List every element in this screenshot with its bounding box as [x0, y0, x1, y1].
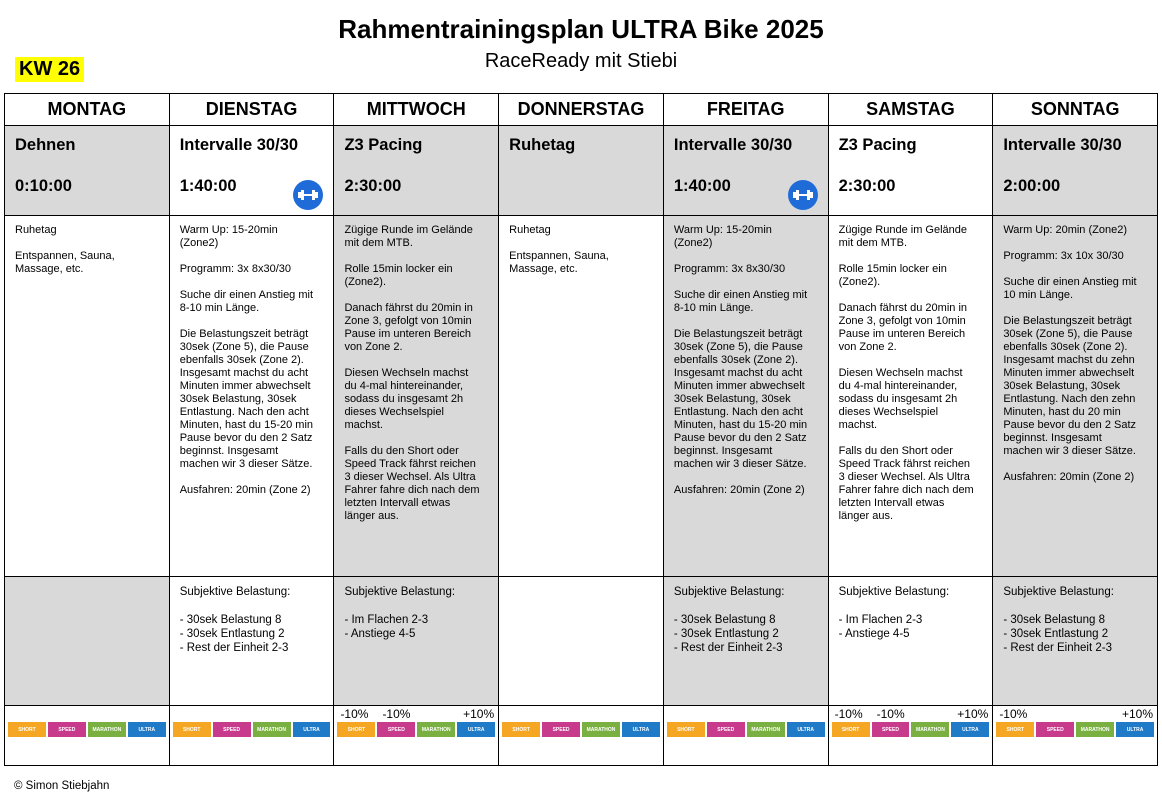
training-plan-grid [4, 93, 1158, 766]
dumbbell-icon [293, 180, 323, 210]
track-footer [5, 706, 169, 765]
chip-short: SHORT [8, 722, 46, 737]
chip-short: SHORT [502, 722, 540, 737]
workout-description: Ruhetag Entspannen, Sauna, Massage, etc. [5, 216, 169, 577]
chip-speed: SPEED [1036, 722, 1074, 737]
workout-description: Zügige Runde im Gelände mit dem MTB. Rolle 15min locker ein (Zone2). Danach fährst du 20min in Zone 3, gefolgt von 10min Pause im unteren Bereich von Zone 2. Diesen Wechseln machst du 4-mal hintereinander, sodass du insgesamt 2h dieses Wechselspiel machst. Falls du den Short oder Speed Track fährst reichen 3 dieser Wechsel. Als Ultra Fahrer fahre dich nach dem letzten Intervall etwas länger aus. [829, 216, 993, 577]
page-title: Rahmentrainingsplan ULTRA Bike 2025 [338, 14, 824, 44]
chip-ultra: ULTRA [951, 722, 989, 737]
chip-speed: SPEED [377, 722, 415, 737]
workout-duration: 2:30:00 [838, 177, 896, 195]
chip-ultra: ULTRA [293, 722, 331, 737]
chip-ultra: ULTRA [1116, 722, 1154, 737]
workout-cell [664, 126, 828, 216]
chip-marathon: MARATHON [582, 722, 620, 737]
day-header: DIENSTAG [170, 94, 334, 126]
chip-marathon: MARATHON [417, 722, 455, 737]
workout-cell [499, 126, 663, 216]
workout-name: Z3 Pacing [344, 136, 423, 154]
track-footer [993, 706, 1157, 765]
day-column-sonntag [993, 94, 1157, 765]
day-column-samstag [829, 94, 994, 765]
workout-description: Warm Up: 15-20min (Zone2) Programm: 3x 8x30/30 Suche dir einen Anstieg mit 8-10 min Länge. Die Belastungszeit beträgt 30sek (Zone 5), die Pause ebenfalls 30sek (Zone 2). Insgesamt machst du acht Minuten immer abwechselt 30sek Belastung, 30sek Entlastung. Nach den acht Minuten, hast du 15-20 min Pause bevor du den 2 Satz beginnst. Insgesamt machen wir 3 dieser Sätze. Ausfahren: 20min (Zone 2) [664, 216, 828, 577]
workout-name: Intervalle 30/30 [1003, 136, 1122, 154]
day-column-mittwoch [334, 94, 499, 765]
day-column-freitag [664, 94, 829, 765]
workout-duration: 1:40:00 [673, 177, 731, 195]
workout-cell [5, 126, 169, 216]
subjective-load [499, 577, 663, 706]
percent-short: -10% [834, 707, 863, 721]
subjective-load: Subjektive Belastung: - 30sek Belastung 8 - 30sek Entlastung 2 - Rest der Einheit 2-3 [170, 577, 334, 706]
workout-name: Intervalle 30/30 [179, 136, 299, 154]
workout-description: Zügige Runde im Gelände mit dem MTB. Rolle 15min locker ein (Zone2). Danach fährst du 20min in Zone 3, gefolgt von 10min Pause im unteren Bereich von Zone 2. Diesen Wechseln machst du 4-mal hintereinander, sodass du insgesamt 2h dieses Wechselspiel machst. Falls du den Short oder Speed Track fährst reichen 3 dieser Wechsel. Als Ultra Fahrer fahre dich nach dem letzten Intervall etwas länger aus. [334, 216, 498, 577]
day-header: MITTWOCH [334, 94, 498, 126]
track-chips [667, 722, 825, 737]
workout-name: Intervalle 30/30 [673, 136, 793, 154]
track-chips [337, 722, 495, 737]
chip-short: SHORT [832, 722, 870, 737]
subjective-load: Subjektive Belastung: - 30sek Belastung 8 - 30sek Entlastung 2 - Rest der Einheit 2-3 [993, 577, 1157, 706]
day-column-montag [5, 94, 170, 765]
track-footer [334, 706, 498, 765]
chip-ultra: ULTRA [787, 722, 825, 737]
page-subtitle: RaceReady mit Stiebi [484, 50, 678, 72]
track-chips [8, 722, 166, 737]
day-header: SAMSTAG [829, 94, 993, 126]
workout-name: Z3 Pacing [838, 136, 917, 154]
workout-name: Dehnen [15, 136, 76, 154]
workout-duration: 2:00:00 [1003, 177, 1061, 195]
chip-marathon: MARATHON [253, 722, 291, 737]
track-footer [829, 706, 993, 765]
workout-duration: 1:40:00 [179, 177, 237, 195]
chip-speed: SPEED [213, 722, 251, 737]
workout-description: Warm Up: 20min (Zone2) Programm: 3x 10x 30/30 Suche dir einen Anstieg mit 10 min Länge. Die Belastungszeit beträgt 30sek (Zone 5), die Pause ebenfalls 30sek (Zone 2). Insgesamt machst du zehn Minuten immer abwechselt 30sek Belastung, 30sek Entlastung. Nach den zehn Minuten, hast du 20 min Pause bevor du den 2 Satz beginnst. Insgesamt machen wir 3 dieser Sätze. Ausfahren: 20min (Zone 2) [993, 216, 1157, 577]
day-header: FREITAG [664, 94, 828, 126]
copyright-note: © Simon Stiebjahn [14, 780, 110, 792]
workout-cell [170, 126, 334, 216]
track-chips [996, 722, 1154, 737]
track-chips [173, 722, 331, 737]
workout-description: Warm Up: 15-20min (Zone2) Programm: 3x 8x30/30 Suche dir einen Anstieg mit 8-10 min Länge. Die Belastungszeit beträgt 30sek (Zone 5), die Pause ebenfalls 30sek (Zone 2). Insgesamt machst du acht Minuten immer abwechselt 30sek Belastung, 30sek Entlastung. Nach den acht Minuten, hast du 15-20 min Pause bevor du den 2 Satz beginnst. Insgesamt machen wir 3 dieser Sätze. Ausfahren: 20min (Zone 2) [170, 216, 334, 577]
percent-ultra: +10% [463, 707, 495, 721]
subjective-load [5, 577, 169, 706]
workout-cell [993, 126, 1157, 216]
day-header: DONNERSTAG [499, 94, 663, 126]
chip-short: SHORT [667, 722, 705, 737]
subjective-load: Subjektive Belastung: - 30sek Belastung 8 - 30sek Entlastung 2 - Rest der Einheit 2-3 [664, 577, 828, 706]
track-footer [499, 706, 663, 765]
workout-duration: 0:10:00 [15, 177, 72, 195]
chip-speed: SPEED [707, 722, 745, 737]
track-chips [832, 722, 990, 737]
chip-ultra: ULTRA [622, 722, 660, 737]
percent-speed: -10% [876, 707, 905, 721]
workout-cell [334, 126, 498, 216]
track-footer [664, 706, 828, 765]
workout-description: Ruhetag Entspannen, Sauna, Massage, etc. [499, 216, 663, 577]
track-chips [502, 722, 660, 737]
day-column-dienstag [170, 94, 335, 765]
chip-short: SHORT [337, 722, 375, 737]
day-header: SONNTAG [993, 94, 1157, 126]
chip-marathon: MARATHON [1076, 722, 1114, 737]
chip-marathon: MARATHON [911, 722, 949, 737]
percent-ultra: +10% [957, 707, 989, 721]
subjective-load: Subjektive Belastung: - Im Flachen 2-3 - Anstiege 4-5 [829, 577, 993, 706]
chip-short: SHORT [996, 722, 1034, 737]
chip-ultra: ULTRA [128, 722, 166, 737]
chip-speed: SPEED [872, 722, 910, 737]
chip-marathon: MARATHON [88, 722, 126, 737]
chip-speed: SPEED [48, 722, 86, 737]
workout-duration: 2:30:00 [344, 177, 402, 195]
percent-short: -10% [340, 707, 369, 721]
subjective-load: Subjektive Belastung: - Im Flachen 2-3 - Anstiege 4-5 [334, 577, 498, 706]
week-badge: KW 26 [15, 57, 84, 82]
track-footer [170, 706, 334, 765]
chip-marathon: MARATHON [747, 722, 785, 737]
percent-short: -10% [999, 707, 1028, 721]
dumbbell-icon [788, 180, 818, 210]
percent-ultra: +10% [1122, 707, 1154, 721]
day-header: MONTAG [5, 94, 169, 126]
day-column-donnerstag [499, 94, 664, 765]
chip-short: SHORT [173, 722, 211, 737]
percent-speed: -10% [382, 707, 411, 721]
workout-name: Ruhetag [509, 136, 576, 154]
chip-speed: SPEED [542, 722, 580, 737]
workout-cell [829, 126, 993, 216]
chip-ultra: ULTRA [457, 722, 495, 737]
